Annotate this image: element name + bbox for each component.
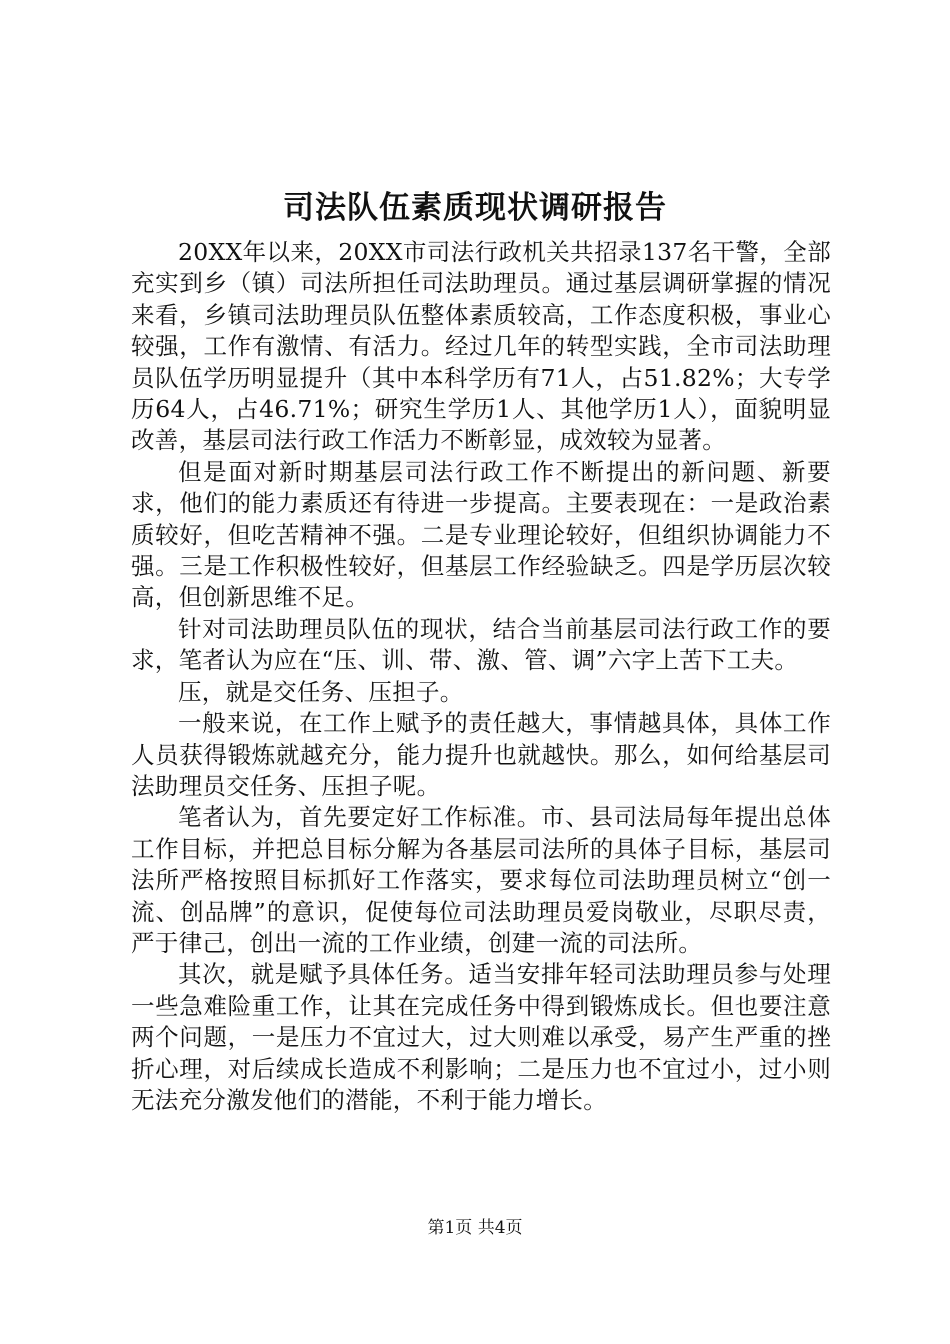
paragraph: 笔者认为，首先要定好工作标准。市、县司法局每年提出总体工作目标，并把总目标分解为各基层司法所的具体子目标，基层司法所严格按照目标抓好工作落实，要求每位司法助理员树立“创一流、创品牌”的意识，促使每位司法助理员爱岗敬业，尽职尽责，严于律己，创出一流的工作业绩，创建一流的司法所。 [131,803,831,957]
paragraph: 压，就是交任务、压担子。 [178,677,464,706]
document-body [131,237,831,1116]
document-title: 司法队伍素质现状调研报告 [283,190,667,226]
paragraph: 一般来说，在工作上赋予的责任越大，事情越具体，具体工作人员获得锻炼就越充分，能力提升也就越快。那么，如何给基层司法助理员交任务、压担子呢。 [131,709,831,800]
paragraph: 其次，就是赋予具体任务。适当安排年轻司法助理员参与处理一些急难险重工作，让其在完成任务中得到锻炼成长。但也要注意两个问题，一是压力不宜过大，过大则难以承受，易产生严重的挫折心理，对后续成长造成不利影响；二是压力也不宜过小，过小则无法充分激发他们的潜能，不利于能力增长。 [131,960,831,1114]
paragraph: 但是面对新时期基层司法行政工作不断提出的新问题、新要求，他们的能力素质还有待进一步提高。主要表现在：一是政治素质较好，但吃苦精神不强。二是专业理论较好，但组织协调能力不强。三是工作积极性较好，但基层工作经验缺乏。四是学历层次较高，但创新思维不足。 [131,457,831,612]
page-number-footer: 第1页 共4页 [427,1218,523,1238]
paragraph: 针对司法助理员队伍的现状，结合当前基层司法行政工作的要求，笔者认为应在“压、训、带、激、管、调”六字上苦下工夫。 [131,614,831,675]
paragraph: 20XX年以来，20XX市司法行政机关共招录137名干警，全部充实到乡（镇）司法所担任司法助理员。通过基层调研掌握的情况来看，乡镇司法助理员队伍整体素质较高，工作态度积极，事业心较强，工作有激情、有活力。经过几年的转型实践，全市司法助理员队伍学历明显提升（其中本科学历有71人，占51.82%；大专学历64人，占46.71%；研究生学历1人、其他学历1人），面貌明显改善，基层司法行政工作活力不断彰显，成效较为显著。 [131,238,831,455]
